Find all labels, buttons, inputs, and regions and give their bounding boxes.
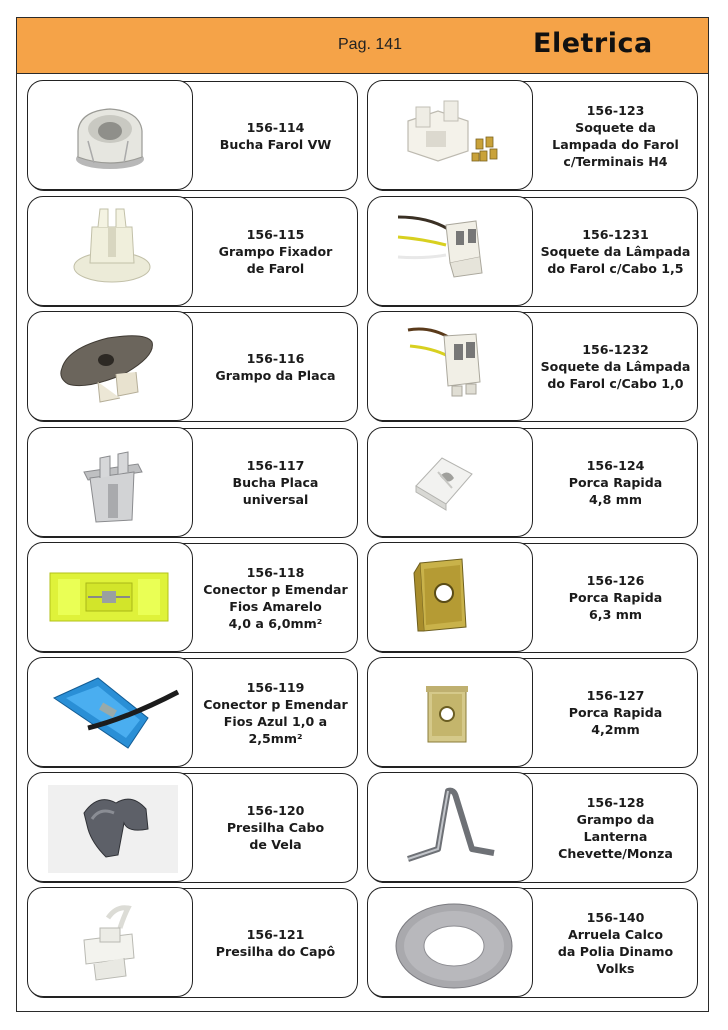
product-desc: Soquete da Lâmpada	[540, 359, 691, 374]
product-text	[194, 544, 357, 651]
blue-connector-icon	[28, 658, 191, 765]
product-image	[367, 657, 533, 767]
product-desc: Grampo da Placa	[215, 367, 336, 383]
product-text	[534, 313, 697, 420]
product-text	[194, 774, 357, 881]
product-card[interactable]	[368, 312, 698, 422]
product-code: 156-117	[246, 458, 305, 473]
product-desc: Lampada do Farol	[552, 136, 679, 152]
product-code: 156-120	[246, 803, 305, 818]
product-desc: 6,3 mm	[589, 607, 642, 622]
product-desc: Grampo Fixador	[218, 244, 333, 259]
product-desc: Chevette/Monza	[558, 845, 673, 861]
lantern-clip-icon	[368, 773, 531, 880]
product-card[interactable]	[368, 428, 698, 538]
yellow-connector-icon	[28, 543, 191, 650]
product-card[interactable]	[368, 773, 698, 883]
product-desc: Presilha do Capô	[215, 943, 336, 959]
product-text	[534, 429, 697, 536]
speed-nut-icon	[368, 428, 531, 535]
product-text	[534, 774, 697, 881]
product-code: 156-124	[586, 458, 645, 473]
bushing-icon	[28, 81, 191, 188]
product-text	[194, 198, 357, 305]
product-image	[27, 542, 193, 652]
product-image	[367, 542, 533, 652]
product-desc: Fios Azul 1,0 a	[223, 713, 328, 729]
hood-clip-icon	[28, 888, 191, 995]
product-desc: Volks	[596, 960, 635, 976]
product-desc: Porca Rapida	[568, 475, 663, 490]
product-image	[367, 311, 533, 421]
washer-icon	[368, 888, 531, 995]
product-text	[194, 313, 357, 420]
product-image	[27, 887, 193, 997]
product-image	[27, 657, 193, 767]
product-card[interactable]	[368, 197, 698, 307]
product-desc: Conector p Emendar	[203, 696, 348, 712]
product-card[interactable]	[28, 773, 358, 883]
product-desc: Conector p Emendar	[203, 581, 348, 597]
product-desc: universal	[242, 492, 309, 507]
product-code: 156-123	[586, 102, 645, 118]
product-card[interactable]	[28, 658, 358, 768]
product-text	[194, 82, 357, 189]
spark-cable-clip-icon	[28, 773, 191, 880]
product-text	[534, 889, 697, 996]
socket-terminals-icon	[368, 81, 531, 188]
product-code: 156-121	[246, 926, 305, 942]
category-title: Eletrica	[533, 28, 653, 59]
product-desc: do Farol c/Cabo 1,5	[547, 261, 684, 276]
product-desc: 4,2mm	[591, 722, 640, 737]
product-text	[194, 659, 357, 766]
product-desc: de Vela	[249, 837, 302, 852]
product-image	[367, 196, 533, 306]
gold-speed-nut-icon	[368, 543, 531, 650]
product-code: 156-116	[246, 350, 305, 366]
product-desc: Grampo da	[576, 811, 655, 827]
product-card[interactable]	[368, 543, 698, 653]
product-desc: Lanterna	[583, 828, 648, 844]
product-desc: do Farol c/Cabo 1,0	[547, 376, 684, 391]
product-card[interactable]	[28, 197, 358, 307]
product-code: 156-140	[586, 909, 645, 925]
product-image	[367, 772, 533, 882]
product-card[interactable]	[368, 658, 698, 768]
product-desc: Soquete da	[575, 119, 656, 135]
product-desc: 4,0 a 6,0mm²	[228, 615, 323, 631]
product-code: 156-114	[246, 119, 305, 135]
product-text	[534, 82, 697, 189]
product-text	[194, 889, 357, 996]
plate-bushing-icon	[28, 428, 191, 535]
page-number: Pag. 141	[338, 36, 403, 53]
product-code: 156-119	[246, 679, 305, 695]
product-text	[194, 429, 357, 536]
product-code: 156-128	[586, 794, 645, 810]
product-card[interactable]	[28, 543, 358, 653]
product-image	[367, 427, 533, 537]
product-desc: 4,8 mm	[589, 492, 642, 507]
product-code: 156-1231	[582, 227, 649, 242]
plate-clip-icon	[28, 312, 191, 419]
product-card[interactable]	[368, 888, 698, 998]
product-image	[27, 427, 193, 537]
product-image	[27, 772, 193, 882]
product-code: 156-118	[246, 564, 305, 580]
product-desc: da Polia Dinamo	[557, 943, 674, 959]
product-card[interactable]	[28, 888, 358, 998]
product-text	[534, 544, 697, 651]
product-code: 156-126	[586, 573, 645, 588]
product-desc: Arruela Calco	[567, 926, 664, 942]
product-card[interactable]	[28, 312, 358, 422]
product-card[interactable]	[28, 81, 358, 191]
product-code: 156-127	[586, 688, 645, 703]
product-code: 156-1232	[582, 342, 649, 357]
product-desc: Porca Rapida	[568, 705, 663, 720]
product-desc: Bucha Farol VW	[219, 136, 332, 152]
product-code: 156-115	[246, 227, 305, 242]
product-image	[27, 196, 193, 306]
product-image	[27, 311, 193, 421]
product-desc: de Farol	[246, 261, 305, 276]
product-image	[367, 887, 533, 997]
product-text	[534, 198, 697, 305]
product-card[interactable]	[28, 428, 358, 538]
socket-cable-icon	[368, 312, 531, 419]
product-desc: Porca Rapida	[568, 590, 663, 605]
product-desc: Presilha Cabo	[226, 820, 325, 835]
socket-cable-icon	[368, 197, 531, 304]
product-desc: Bucha Placa	[232, 475, 319, 490]
clip-fixer-icon	[28, 197, 191, 304]
product-card[interactable]	[368, 81, 698, 191]
product-image	[27, 80, 193, 190]
product-desc: Soquete da Lâmpada	[540, 244, 691, 259]
product-desc: 2,5mm²	[248, 730, 303, 746]
product-desc: c/Terminais H4	[563, 153, 668, 169]
product-image	[367, 80, 533, 190]
product-desc: Fios Amarelo	[229, 598, 322, 614]
product-text	[534, 659, 697, 766]
gold-speed-nut-small-icon	[368, 658, 531, 765]
